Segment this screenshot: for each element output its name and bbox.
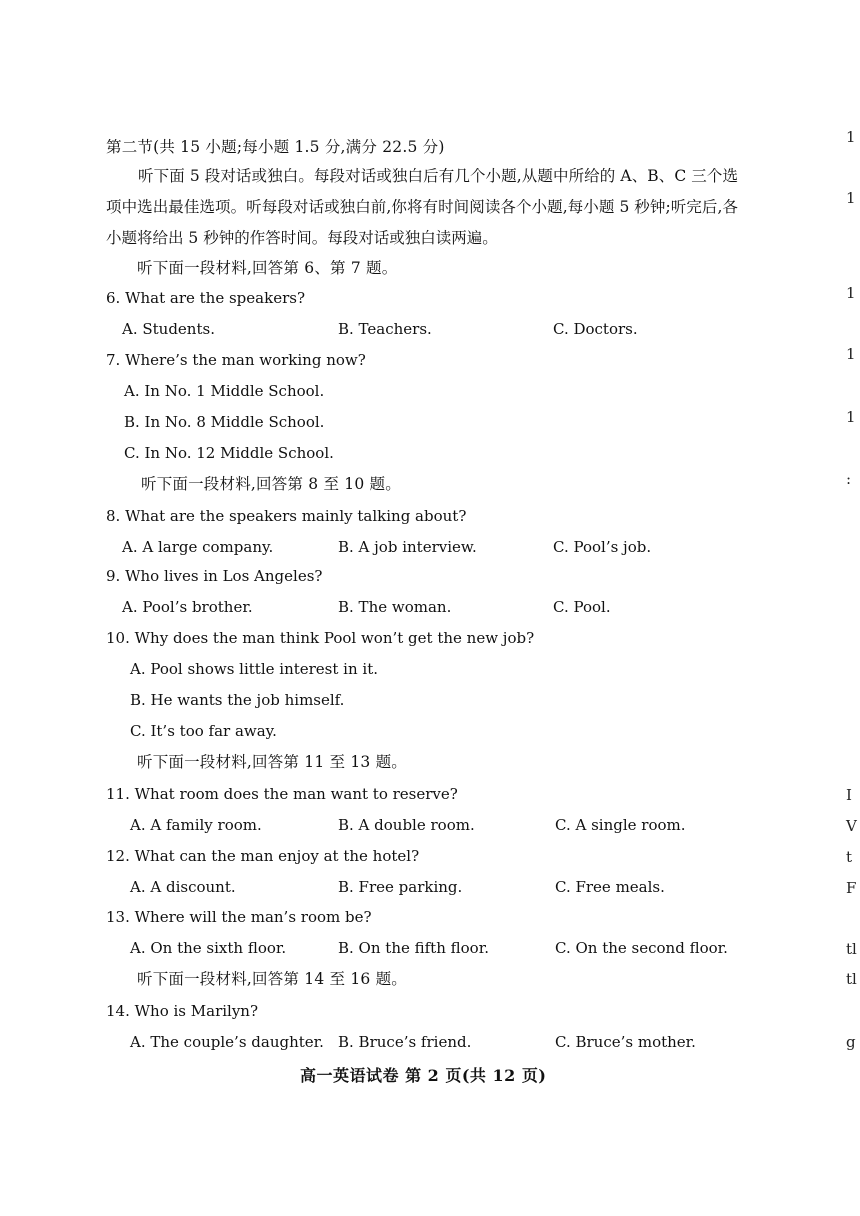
option-b: B. A double room. — [338, 816, 475, 834]
edge-fragment: g — [846, 1033, 856, 1051]
question-stem: 9. Who lives in Los Angeles? — [106, 567, 323, 585]
option-b: B. Teachers. — [338, 320, 432, 338]
option-b: B. A job interview. — [338, 538, 477, 556]
option-c: C. Pool’s job. — [553, 538, 652, 556]
group-instruction: 听下面一段材料,回答第 14 至 16 题。 — [137, 970, 407, 988]
question-stem: 10. Why does the man think Pool won’t get the new job? — [106, 629, 535, 647]
edge-fragment: 1 — [846, 408, 856, 426]
edge-fragment: 1 — [846, 345, 856, 363]
question-stem: 6. What are the speakers? — [106, 289, 305, 307]
question-stem: 8. What are the speakers mainly talking about? — [106, 507, 467, 525]
edge-fragment: tl — [846, 970, 857, 988]
option-b: B. The woman. — [338, 598, 452, 616]
option-c: C. In No. 12 Middle School. — [124, 444, 334, 462]
option-c: C. Free meals. — [555, 878, 665, 896]
question-stem: 14. Who is Marilyn? — [106, 1002, 259, 1020]
option-c: C. Doctors. — [553, 320, 638, 338]
option-a: A. In No. 1 Middle School. — [124, 382, 325, 400]
question-stem: 12. What can the man enjoy at the hotel? — [106, 847, 420, 865]
edge-fragment: 1 — [846, 128, 856, 146]
option-c: C. It’s too far away. — [130, 722, 277, 740]
option-b: B. Bruce’s friend. — [338, 1033, 472, 1051]
option-b: B. Free parking. — [338, 878, 463, 896]
option-a: A. A family room. — [130, 816, 262, 834]
option-c: C. A single room. — [555, 816, 686, 834]
page-footer: 高一英语试卷 第 2 页(共 12 页) — [300, 1066, 547, 1085]
group-instruction: 听下面一段材料,回答第 11 至 13 题。 — [137, 753, 407, 771]
edge-fragment: I — [846, 786, 852, 804]
question-stem: 13. Where will the man’s room be? — [106, 908, 372, 926]
group-instruction: 听下面一段材料,回答第 6、第 7 题。 — [137, 259, 398, 277]
edge-fragment: : — [846, 470, 852, 488]
edge-fragment: F — [846, 879, 857, 897]
option-a: A. Pool shows little interest in it. — [130, 660, 378, 678]
edge-fragment: t — [846, 848, 853, 866]
instructions-paragraph: 听下面 5 段对话或独白。每段对话或独白后有几个小题,从题中所给的 A、B、C 三个选项中选出最佳选项。听每段对话或独白前,你将有时间阅读各个小题,每小题 5 秒钟;听完后,各小题将给出 5 秒钟的作答时间。每段对话或独白读两遍。 — [106, 167, 738, 247]
option-a: A. A large company. — [122, 538, 274, 556]
question-stem: 7. Where’s the man working now? — [106, 351, 366, 369]
option-a: A. A discount. — [130, 878, 236, 896]
edge-fragment: 1 — [846, 189, 856, 207]
group-instruction: 听下面一段材料,回答第 8 至 10 题。 — [141, 475, 401, 493]
option-b: B. On the fifth floor. — [338, 939, 489, 957]
option-c: C. On the second floor. — [555, 939, 728, 957]
option-a: A. Pool’s brother. — [122, 598, 253, 616]
option-b: B. He wants the job himself. — [130, 691, 345, 709]
option-c: C. Bruce’s mother. — [555, 1033, 696, 1051]
section-header: 第二节(共 15 小题;每小题 1.5 分,满分 22.5 分) — [106, 138, 445, 156]
option-a: A. On the sixth floor. — [130, 939, 287, 957]
option-a: A. Students. — [122, 320, 215, 338]
option-c: C. Pool. — [553, 598, 611, 616]
question-stem: 11. What room does the man want to reserve? — [106, 785, 458, 803]
option-a: A. The couple’s daughter. — [130, 1033, 324, 1051]
option-b: B. In No. 8 Middle School. — [124, 413, 325, 431]
edge-fragment: tl — [846, 940, 857, 958]
edge-fragment: 1 — [846, 284, 856, 302]
edge-fragment: V — [846, 817, 857, 835]
